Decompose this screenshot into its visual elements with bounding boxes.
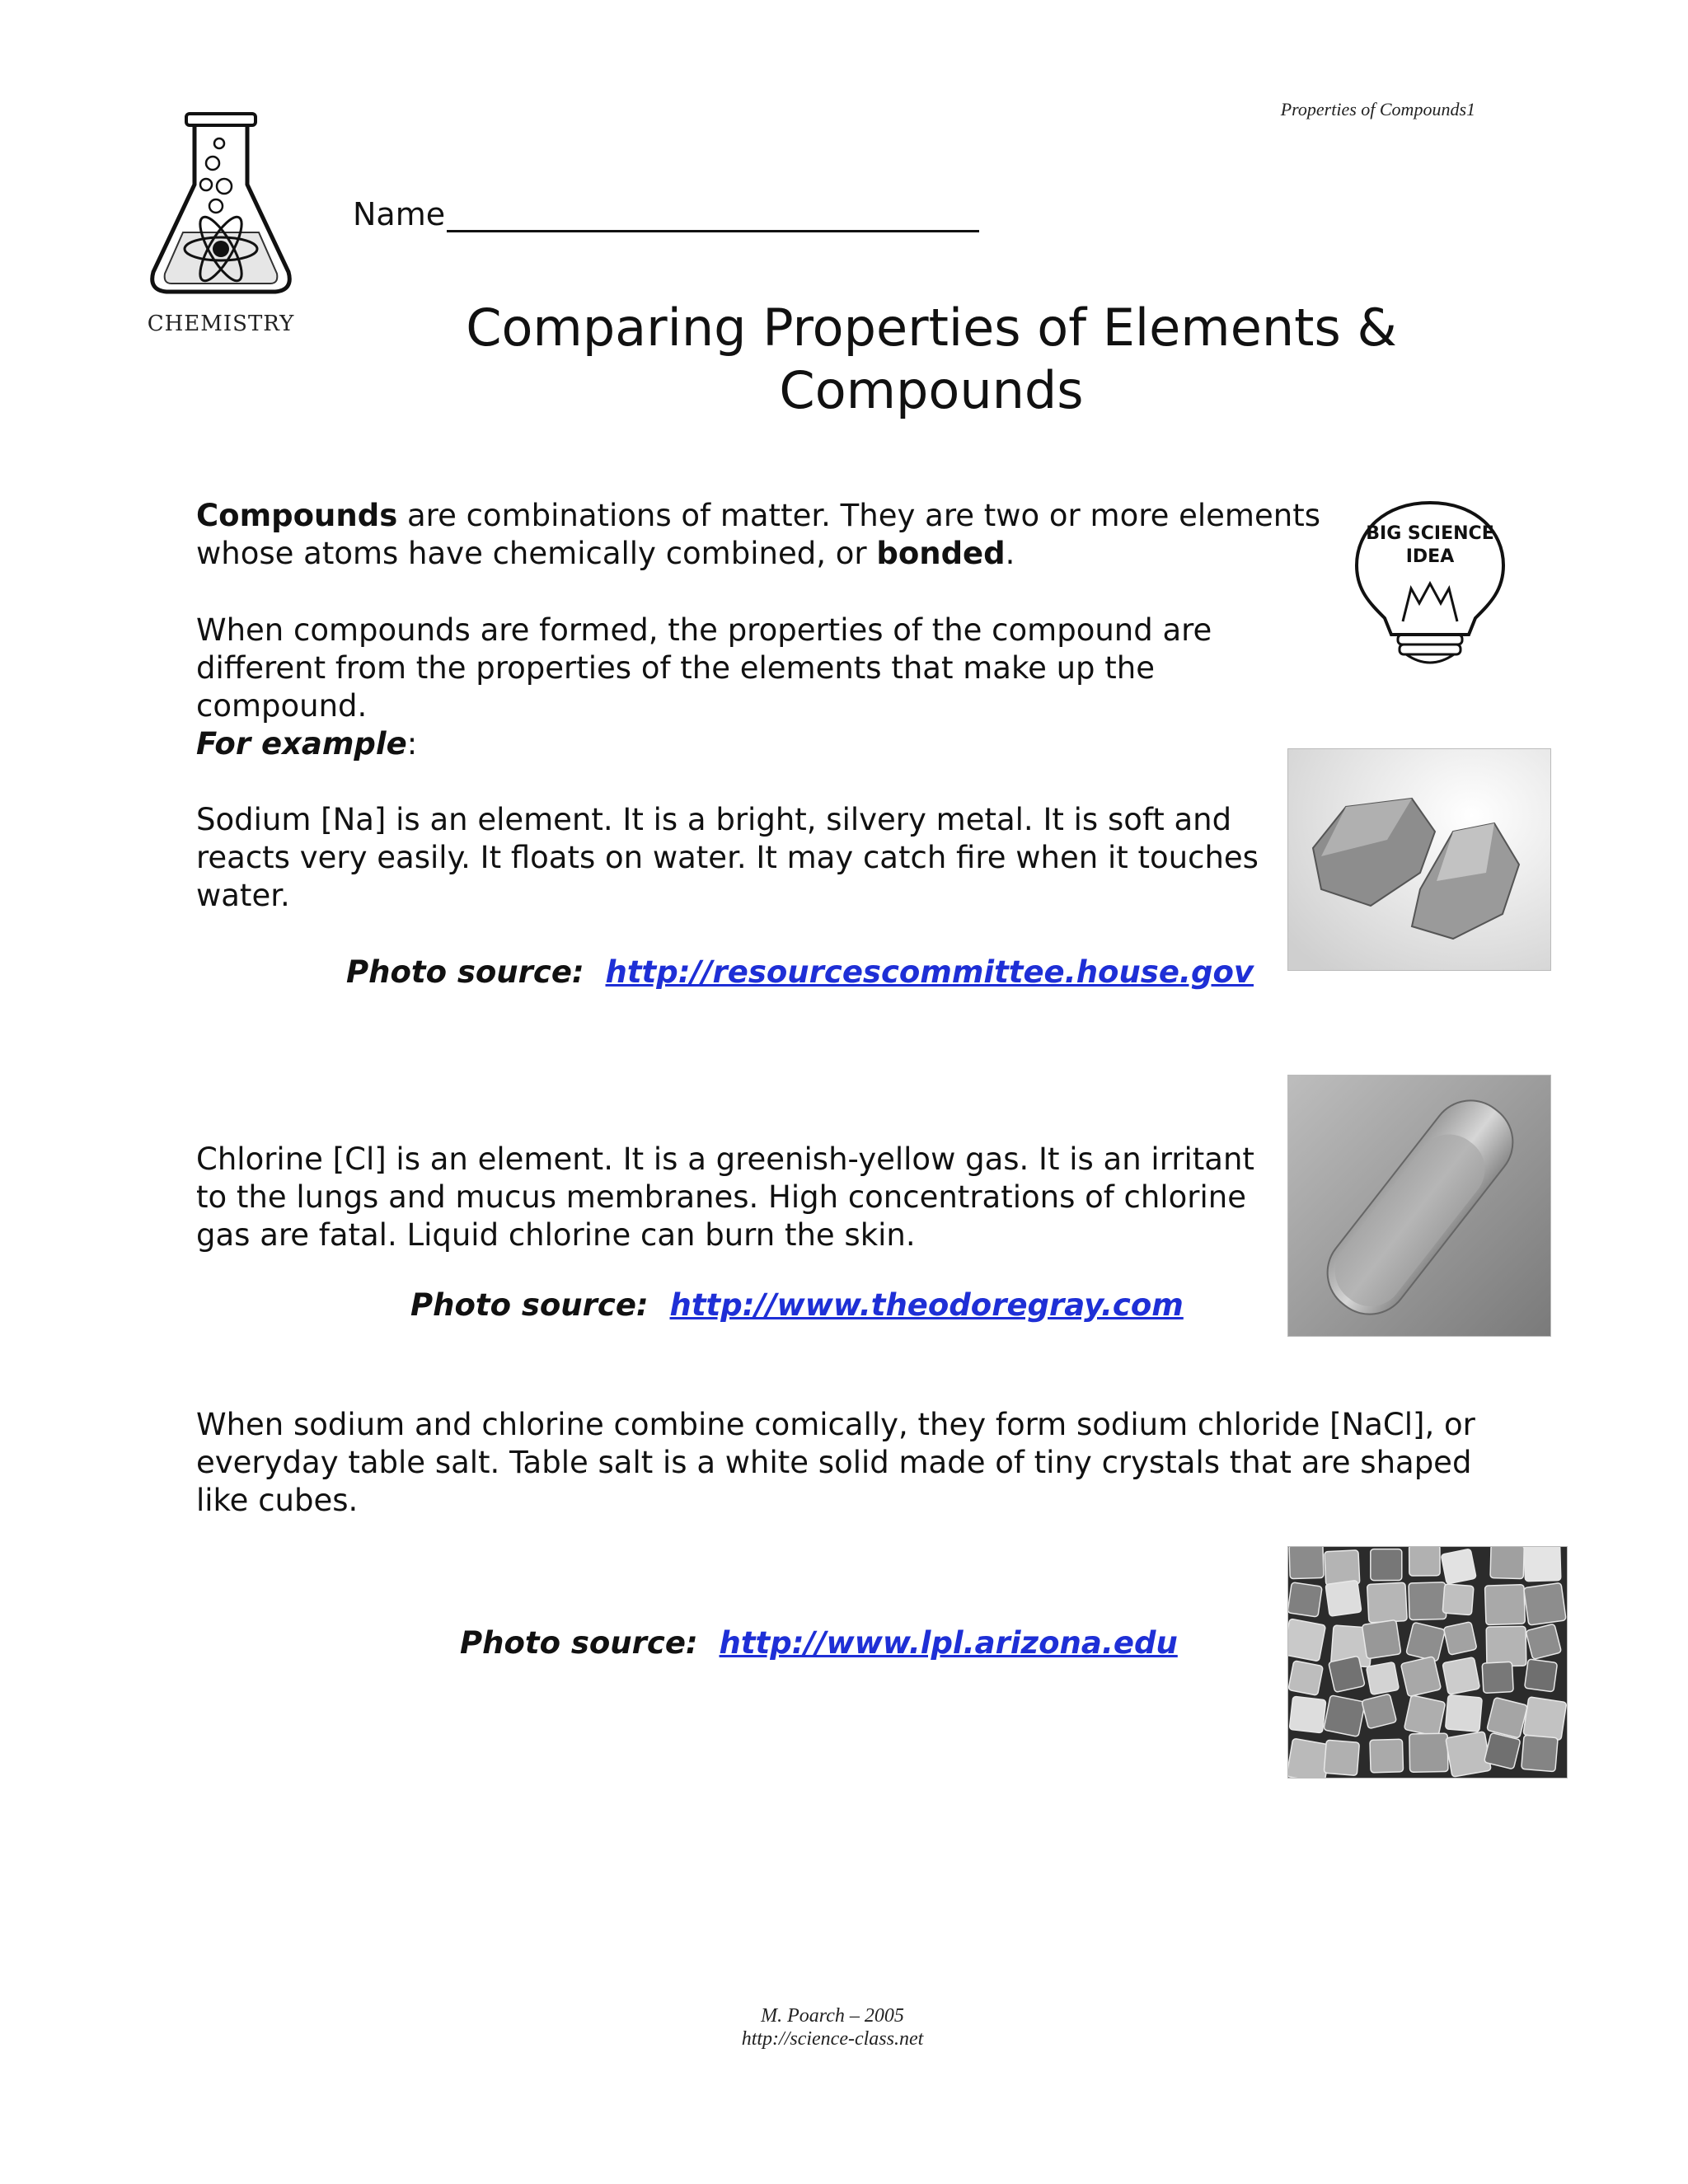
sodium-chloride-description: When sodium and chlorine combine comically, they form sodium chloride [NaCl], or everyday table salt. Table salt is a white solid made of tiny crystals that are shaped like cubes. [196,1407,1475,1518]
intro-paragraph-2: When compounds are formed, the properties of the compound are different from the properties of the elements that make up the compound. [196,612,1212,724]
logo-caption: CHEMISTRY [147,312,295,336]
footer-author: M. Poarch – 2005 [761,2005,904,2027]
lightbulb-icon [1352,498,1508,671]
term-bonded: bonded [876,536,1006,571]
title-line-2: Compounds [779,360,1084,420]
page-label: Properties of Compounds1 [1280,99,1475,120]
footer [577,2004,1088,2050]
big-science-idea-bulb [1352,498,1508,671]
intro-paragraph-1: Compounds are combinations of matter. They are two or more elements whose atoms have chemically combined, or bonded. [196,498,1320,571]
chemistry-logo [147,109,295,336]
page-title [396,297,1467,422]
salt-source-link[interactable]: http://www.lpl.arizona.edu [719,1625,1178,1661]
salt-photo-source: Photo source: http://www.lpl.arizona.edu [460,1625,1178,1661]
big-idea-line2: IDEA [1405,546,1455,567]
chlorine-photo [1287,1075,1551,1337]
footer-site: http://science-class.net [741,2028,924,2050]
term-compounds: Compounds [196,498,398,533]
name-blank-line[interactable] [447,200,979,232]
sodium-photo [1287,748,1551,971]
sodium-description: Sodium [Na] is an element. It is a bright, silvery metal. It is soft and reacts very easily. It floats on water. It may catch fire when it touches water. [196,802,1259,913]
title-line-1: Comparing Properties of Elements & [466,298,1397,358]
sodium-photo-source: Photo source: http://resourcescommittee.house.gov [346,954,1254,990]
flask-icon [147,109,295,307]
salt-crystals-photo [1287,1546,1568,1779]
big-idea-line1: BIG SCIENCE [1366,523,1494,544]
example-heading: For example: [196,726,418,762]
sodium-source-link[interactable]: http://resourcescommittee.house.gov [605,954,1254,990]
chlorine-source-link[interactable]: http://www.theodoregray.com [669,1287,1184,1323]
chlorine-description: Chlorine [Cl] is an element. It is a greenish-yellow gas. It is an irritant to the lungs and mucus membranes. High concentrations of chlorine gas are fatal. Liquid chlorine can burn the skin. [196,1141,1254,1253]
chlorine-photo-source: Photo source: http://www.theodoregray.com [410,1287,1184,1323]
name-label: Name [353,196,446,232]
name-field[interactable] [353,196,979,232]
